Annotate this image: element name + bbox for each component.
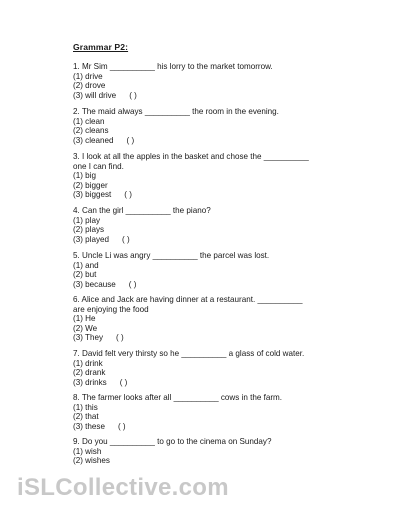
answer-option [73,136,279,146]
question-5 [73,251,269,289]
answer-option-label: (1) wish [73,446,102,456]
question-1 [73,62,273,100]
question-2 [73,107,279,145]
answer-option [73,72,273,82]
question-7 [73,349,304,387]
answer-option-label: (1) clean [73,116,105,126]
answer-option [73,91,273,101]
answer-option [73,403,282,413]
answer-option [73,368,304,378]
question-3 [73,152,309,200]
answer-option [73,181,309,191]
answer-blank: ( ) [122,234,130,244]
answer-option-label: (2) We [73,323,98,333]
answer-option-label: (3) these [73,421,105,431]
question-text: 8. The farmer looks after all __________ cows in the farm. [73,393,283,402]
answer-option-label: (1) big [73,171,96,181]
question-text: are enjoying the food [73,304,149,314]
question-8 [73,393,282,431]
answer-blank: ( ) [129,90,137,100]
answer-option-label: (1) this [73,402,98,412]
answer-option [73,280,269,290]
question-text: 9. Do you __________ to go to the cinema on Sunday? [73,437,272,446]
answer-option-label: (2) wishes [73,456,110,466]
answer-option-label: (2) but [73,270,97,280]
answer-option-label: (3) played [73,234,109,244]
answer-option [73,447,271,457]
question-text: 7. David felt very thirsty so he __________ a glass of cold water. [73,349,305,358]
answer-blank: ( ) [128,279,137,289]
answer-option-label: (1) play [73,215,100,225]
answer-option [73,412,282,422]
question-4 [73,206,211,244]
answer-option-label: (3) biggest [73,190,112,200]
question-text: 4. Can the girl __________ the piano? [73,206,211,215]
worksheet-title: Grammar P2: [73,42,129,52]
answer-blank: ( ) [126,135,135,145]
answer-option-label: (1) and [73,260,99,270]
question-text: 3. I look at all the apples in the basket and chose the __________ [73,152,309,161]
answer-option [73,235,211,245]
answer-option [73,216,211,226]
answer-option-label: (1) drink [73,358,103,368]
question-text: 5. Uncle Li was angry __________ the parcel was lost. [73,251,270,260]
answer-option [73,314,302,324]
answer-option [73,225,211,235]
answer-option-label: (1) He [73,314,96,324]
answer-option-label: (2) drove [73,81,106,91]
answer-option-label: (2) plays [73,225,105,235]
answer-option [73,117,279,127]
answer-option-label: (3) cleaned [73,135,114,145]
answer-blank: ( ) [116,333,124,343]
question-text: one I can find. [73,161,124,171]
answer-option-label: (3) will drive [73,90,117,100]
answer-option-label: (3) They [73,333,103,343]
answer-option [73,270,269,280]
answer-option [73,378,304,388]
answer-option [73,126,279,136]
answer-option-label: (3) because [73,279,116,289]
answer-option-label: (3) drinks [73,377,107,387]
answer-blank: ( ) [124,190,132,200]
question-text: 1. Mr Sim __________ his lorry to the market tomorrow. [73,62,273,71]
answer-option [73,333,302,343]
answer-option [73,190,309,200]
question-6 [73,295,302,343]
watermark: iSLCollective.com [17,474,229,501]
answer-option-label: (1) drive [73,71,103,81]
question-text: 2. The maid always __________ the room in the evening. [73,107,279,116]
answer-option [73,81,273,91]
answer-option [73,324,302,334]
answer-option [73,261,269,271]
answer-option [73,422,282,432]
answer-option [73,359,304,369]
answer-option [73,456,271,466]
answer-blank: ( ) [117,421,126,431]
answer-option-label: (2) that [73,412,99,422]
answer-blank: ( ) [119,377,128,387]
question-9 [73,437,271,466]
answer-option-label: (2) bigger [73,180,108,190]
answer-option-label: (2) cleans [73,126,109,136]
answer-option-label: (2) drank [73,368,106,378]
question-text: 6. Alice and Jack are having dinner at a restaurant. __________ [73,295,303,304]
answer-option [73,171,309,181]
